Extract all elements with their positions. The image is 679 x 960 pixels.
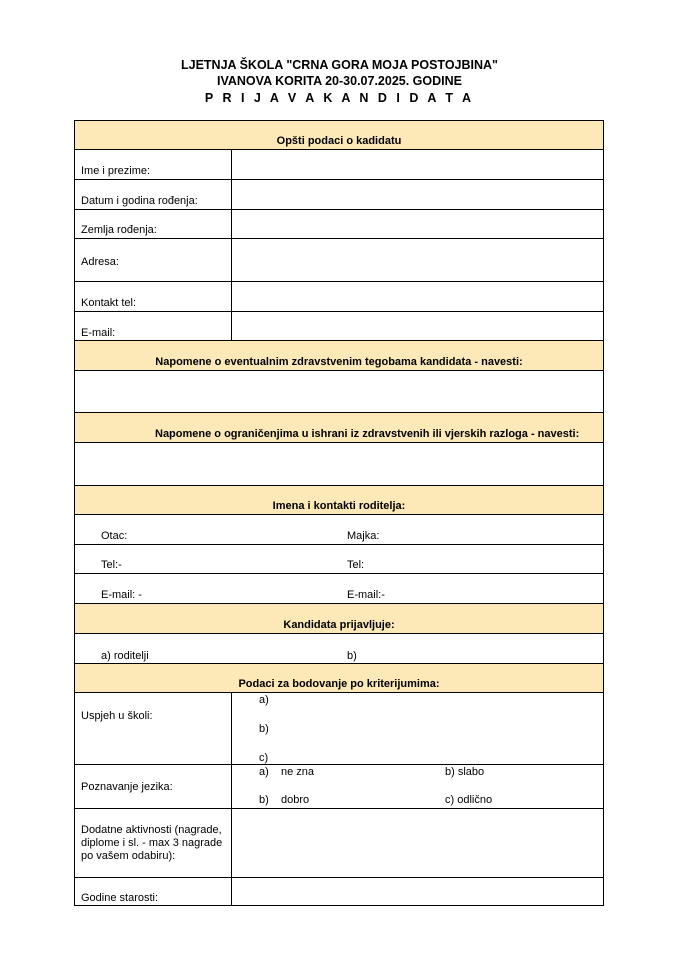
column-divider xyxy=(231,210,232,238)
column-divider xyxy=(231,809,232,877)
school-success-label: Uspjeh u školi: xyxy=(81,710,153,722)
father-label: Otac: xyxy=(101,530,128,542)
field-row-phone xyxy=(75,282,603,312)
column-divider xyxy=(231,878,232,905)
field-row-name xyxy=(75,150,603,180)
field-label-phone: Kontakt tel: xyxy=(81,297,137,309)
father-tel-label: Tel:- xyxy=(101,559,122,571)
section-applicant-title: Kandidata prijavljuje: xyxy=(283,619,395,631)
field-label-birth-country: Zemlja rođenja: xyxy=(81,224,157,236)
column-divider xyxy=(231,239,232,281)
extra-activities-row xyxy=(75,809,603,878)
field-label-name: Ime i prezime: xyxy=(81,165,151,177)
column-divider xyxy=(231,180,232,209)
father-email-label: E-mail: - xyxy=(101,589,142,601)
language-option-excellent: c) odlično xyxy=(445,794,493,806)
health-notes-area xyxy=(75,371,603,413)
age-label: Godine starosti: xyxy=(81,892,159,904)
section-health-title: Napomene o eventualnim zdravstvenim tegobama kandidata - navesti: xyxy=(155,356,523,368)
field-row-email xyxy=(75,312,603,341)
section-parents-title: Imena i kontakti roditelja: xyxy=(272,500,406,512)
section-general-title: Opšti podaci o kadidatu xyxy=(276,135,402,147)
diet-notes-area xyxy=(75,443,603,486)
field-label-birthdate: Datum i godina rođenja: xyxy=(81,195,198,207)
applicant-option-b: b) xyxy=(347,650,357,662)
school-option-a: a) xyxy=(259,694,269,706)
field-row-birth-country xyxy=(75,210,603,239)
section-applicant-header xyxy=(75,604,603,634)
application-form xyxy=(74,120,604,906)
section-diet-title: Napomene o ograničenjima u ishrani iz zdravstvenih ili vjerskih razloga - navesti: xyxy=(155,428,580,440)
language-option-weak: b) slabo xyxy=(445,766,485,778)
language-option-none: a) ne zna xyxy=(259,766,315,778)
column-divider xyxy=(231,282,232,311)
section-parents-header xyxy=(75,486,603,515)
school-success-row xyxy=(75,693,603,765)
mother-email-label: E-mail:- xyxy=(347,589,385,601)
parents-email-row xyxy=(75,574,603,604)
school-option-b: b) xyxy=(259,723,269,735)
language-label: Poznavanje jezika: xyxy=(81,781,173,793)
field-row-address xyxy=(75,239,603,282)
column-divider xyxy=(231,312,232,340)
form-title-line2: IVANOVA KORITA 20-30.07.2025. GODINE xyxy=(217,74,462,88)
school-option-c: c) xyxy=(259,752,269,764)
language-row xyxy=(75,765,603,809)
language-option-good: b) dobro xyxy=(259,794,310,806)
section-scoring-header xyxy=(75,664,603,693)
age-row xyxy=(75,878,603,905)
form-title-line1: LJETNJA ŠKOLA "CRNA GORA MOJA POSTOJBINA" xyxy=(181,58,498,72)
column-divider xyxy=(231,693,232,764)
section-diet-header xyxy=(75,413,603,443)
field-label-address: Adresa: xyxy=(81,256,119,268)
section-general-header xyxy=(75,121,603,150)
section-scoring-title: Podaci za bodovanje po kriterijumima: xyxy=(238,678,440,690)
column-divider xyxy=(231,765,232,808)
mother-tel-label: Tel: xyxy=(347,559,365,571)
field-row-birthdate xyxy=(75,180,603,210)
applicant-options-row xyxy=(75,634,603,664)
section-health-header xyxy=(75,341,603,371)
applicant-option-a: a) roditelji xyxy=(101,650,149,662)
mother-label: Majka: xyxy=(347,530,380,542)
parents-tel-row xyxy=(75,545,603,574)
form-title-line3: P R I J A V A K A N D I D A T A xyxy=(204,91,475,105)
column-divider xyxy=(231,150,232,179)
field-label-email: E-mail: xyxy=(81,327,116,339)
parents-names-row xyxy=(75,515,603,545)
extra-activities-label: Dodatne aktivnosti (nagrade, diplome i sl. - max 3 nagrade po vašem odabiru): xyxy=(81,824,223,862)
